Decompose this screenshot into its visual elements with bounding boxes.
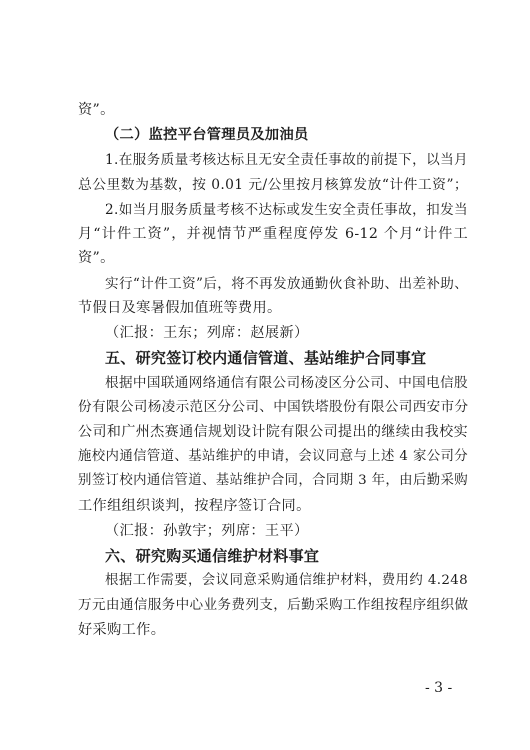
paragraph-line: 实行“计件工资”后，将不再发放通勤伙食补助、出差补助、 [105,276,469,292]
paragraph-line: 施校内通信管道、基站维护的申请，会议同意与上述 4 家公司分 [78,449,468,464]
paragraph-line: 万元由通信服务中心业务费列支，后勤采购工作组按程序组织做 [78,597,469,613]
paragraph-line: 公司和广州杰赛通信规划设计院有限公司提出的继续由我校实 [78,424,468,440]
section-heading: 五、研究签订校内通信管道、基站维护合同事宜 [105,349,427,367]
page-number: - 3 - [425,680,453,696]
paragraph-line: 别签订校内通信管道、基站维护合同，合同期 3 年，由后勤采购 [78,473,468,488]
section-heading: 六、研究购买通信维护材料事宜 [105,547,320,565]
paragraph-line: 好采购工作。 [78,622,166,638]
paragraph-line: 根据工作需要，会议同意采购通信维护材料，费用约 4.248 [105,573,468,588]
paragraph-line: 节假日及寒暑假加值班等费用。 [78,300,282,316]
paragraph-line: 资”。 [78,102,115,118]
reporter-note: （汇报：孙敦宇；列席：王平） [105,523,309,539]
paragraph-line: 份有限公司杨凌示范区分公司、中国铁塔股份有限公司西安市分 [78,399,469,415]
paragraph-line: 总公里数为基数，按 0.01 元/公里按月核算发放“计件工资”； [78,177,468,193]
subsection-heading: （二）监控平台管理员及加油员 [105,127,309,143]
paragraph-line: 根据中国联通网络通信有限公司杨凌区分公司、中国电信股 [105,375,468,391]
paragraph-line: 1.在服务质量考核达标且无安全责任事故的前提下，以当月 [105,152,468,168]
paragraph-line: 工作组组织谈判，按程序签订合同。 [78,498,311,514]
paragraph-line: 2.如当月服务质量考核不达标或发生安全责任事故，扣发当 [105,202,468,218]
paragraph-line: 月“计件工资”，并视情节严重程度停发 6-12 个月“计件工 [78,226,468,242]
paragraph-line: 资”。 [78,250,115,266]
reporter-note: （汇报：王东；列席：赵展新） [105,325,309,341]
